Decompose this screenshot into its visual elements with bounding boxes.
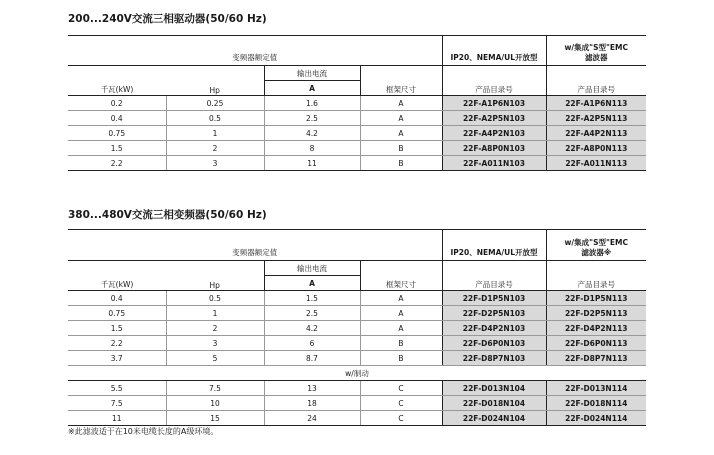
hp-cell: 1 (166, 306, 264, 321)
table-row (68, 111, 646, 126)
hp-cell: 2 (166, 321, 264, 336)
frame-cell: B (360, 336, 442, 351)
hp-cell: 10 (166, 396, 264, 411)
drive-table-200v (68, 35, 646, 171)
hp-cell: 5 (166, 351, 264, 366)
catalog-number: 22F-D018N104 (442, 396, 546, 411)
emc-header: w/集成"S型"EMC 滤波器※ (564, 238, 628, 257)
emc-catalog-number: 22F-A1P6N113 (546, 96, 646, 111)
group-label: 变频器额定值 (68, 36, 442, 66)
catalog-number: 22F-A2P5N103 (442, 111, 546, 126)
frame-cell: A (360, 96, 442, 111)
table1-title: 200...240V交流三相驱动器(50/60 Hz) (68, 13, 267, 25)
catalog-number: 22F-A4P2N103 (442, 126, 546, 141)
frame-cell: C (360, 381, 442, 396)
emc-catalog-number: 22F-D013N114 (546, 381, 646, 396)
emc-header: w/集成"S型"EMC 滤波器 (564, 43, 628, 62)
table-row (68, 291, 646, 306)
frame-header: 框架尺寸 (360, 261, 442, 291)
hp-cell: 0.5 (166, 111, 264, 126)
table-row (68, 306, 646, 321)
catalog-number: 22F-D4P2N103 (442, 321, 546, 336)
amps-cell: 6 (264, 336, 360, 351)
emc-catalog-number: 22F-A2P5N113 (546, 111, 646, 126)
output-current-header: 输出电流 (264, 66, 360, 81)
emc-catalog-number: 22F-D2P5N113 (546, 306, 646, 321)
kw-cell: 0.75 (68, 126, 166, 141)
kw-cell: 0.75 (68, 306, 166, 321)
table-row (68, 336, 646, 351)
hp-cell: 3 (166, 336, 264, 351)
emc-catalog-number: 22F-D024N114 (546, 411, 646, 426)
table-row (68, 381, 646, 396)
amps-cell: 4.2 (264, 321, 360, 336)
hp-cell: 15 (166, 411, 264, 426)
table-row (68, 141, 646, 156)
drive-table-400v (68, 229, 646, 426)
table-row (68, 321, 646, 336)
output-current-header: 输出电流 (264, 261, 360, 276)
catalog-number: 22F-D2P5N103 (442, 306, 546, 321)
emc-catalog-header: 产品目录号 (546, 261, 646, 291)
emc-catalog-number: 22F-A011N113 (546, 156, 646, 171)
hp-cell: 1 (166, 126, 264, 141)
frame-cell: C (360, 396, 442, 411)
catalog-number: 22F-A1P6N103 (442, 96, 546, 111)
kw-cell: 2.2 (68, 336, 166, 351)
table-row (68, 126, 646, 141)
emc-catalog-header: 产品目录号 (546, 66, 646, 96)
emc-catalog-number: 22F-D018N114 (546, 396, 646, 411)
catalog-header: 产品目录号 (442, 261, 546, 291)
ip20-header: IP20、NEMA/UL开放型 (442, 230, 546, 261)
frame-cell: A (360, 111, 442, 126)
frame-cell: A (360, 291, 442, 306)
amps-header: A (264, 276, 360, 291)
kw-cell: 11 (68, 411, 166, 426)
table-row (68, 96, 646, 111)
kw-cell: 0.2 (68, 96, 166, 111)
catalog-header: 产品目录号 (442, 66, 546, 96)
kw-cell: 2.2 (68, 156, 166, 171)
group-label: 变频器额定值 (68, 230, 442, 261)
kw-cell: 1.5 (68, 321, 166, 336)
table-row (68, 396, 646, 411)
amps-cell: 2.5 (264, 306, 360, 321)
kw-cell: 5.5 (68, 381, 166, 396)
kw-cell: 0.4 (68, 291, 166, 306)
frame-cell: A (360, 126, 442, 141)
catalog-number: 22F-A8P0N103 (442, 141, 546, 156)
emc-catalog-number: 22F-A4P2N113 (546, 126, 646, 141)
kw-header: 千瓦(kW) (68, 66, 166, 96)
table-row (68, 351, 646, 366)
hp-header: Hp (166, 261, 264, 291)
frame-cell: B (360, 351, 442, 366)
catalog-number: 22F-D1P5N103 (442, 291, 546, 306)
amps-cell: 11 (264, 156, 360, 171)
frame-cell: A (360, 321, 442, 336)
hp-cell: 2 (166, 141, 264, 156)
footnote: ※此滤波适于在10米电缆长度的A级环境。 (68, 427, 219, 436)
emc-catalog-number: 22F-D8P7N113 (546, 351, 646, 366)
kw-header: 千瓦(kW) (68, 261, 166, 291)
frame-cell: B (360, 141, 442, 156)
kw-cell: 1.5 (68, 141, 166, 156)
hp-cell: 7.5 (166, 381, 264, 396)
amps-cell: 24 (264, 411, 360, 426)
amps-cell: 2.5 (264, 111, 360, 126)
brake-section-label: w/制动 (68, 366, 646, 381)
table2-title: 380...480V交流三相变频器(50/60 Hz) (68, 209, 267, 221)
emc-catalog-number: 22F-D6P0N113 (546, 336, 646, 351)
catalog-number: 22F-D8P7N103 (442, 351, 546, 366)
frame-cell: B (360, 156, 442, 171)
catalog-number: 22F-D6P0N103 (442, 336, 546, 351)
kw-cell: 3.7 (68, 351, 166, 366)
hp-cell: 0.5 (166, 291, 264, 306)
ip20-header: IP20、NEMA/UL开放型 (442, 36, 546, 66)
table-row (68, 156, 646, 171)
amps-cell: 4.2 (264, 126, 360, 141)
hp-header: Hp (166, 66, 264, 96)
hp-cell: 3 (166, 156, 264, 171)
kw-cell: 0.4 (68, 111, 166, 126)
catalog-number: 22F-D024N104 (442, 411, 546, 426)
amps-cell: 13 (264, 381, 360, 396)
frame-cell: C (360, 411, 442, 426)
emc-catalog-number: 22F-D1P5N113 (546, 291, 646, 306)
hp-cell: 0.25 (166, 96, 264, 111)
catalog-number: 22F-D013N104 (442, 381, 546, 396)
amps-header: A (264, 81, 360, 96)
kw-cell: 7.5 (68, 396, 166, 411)
frame-cell: A (360, 306, 442, 321)
amps-cell: 1.6 (264, 96, 360, 111)
amps-cell: 1.5 (264, 291, 360, 306)
amps-cell: 18 (264, 396, 360, 411)
emc-catalog-number: 22F-D4P2N113 (546, 321, 646, 336)
amps-cell: 8 (264, 141, 360, 156)
frame-header: 框架尺寸 (360, 66, 442, 96)
emc-catalog-number: 22F-A8P0N113 (546, 141, 646, 156)
amps-cell: 8.7 (264, 351, 360, 366)
catalog-number: 22F-A011N103 (442, 156, 546, 171)
table-row (68, 411, 646, 426)
